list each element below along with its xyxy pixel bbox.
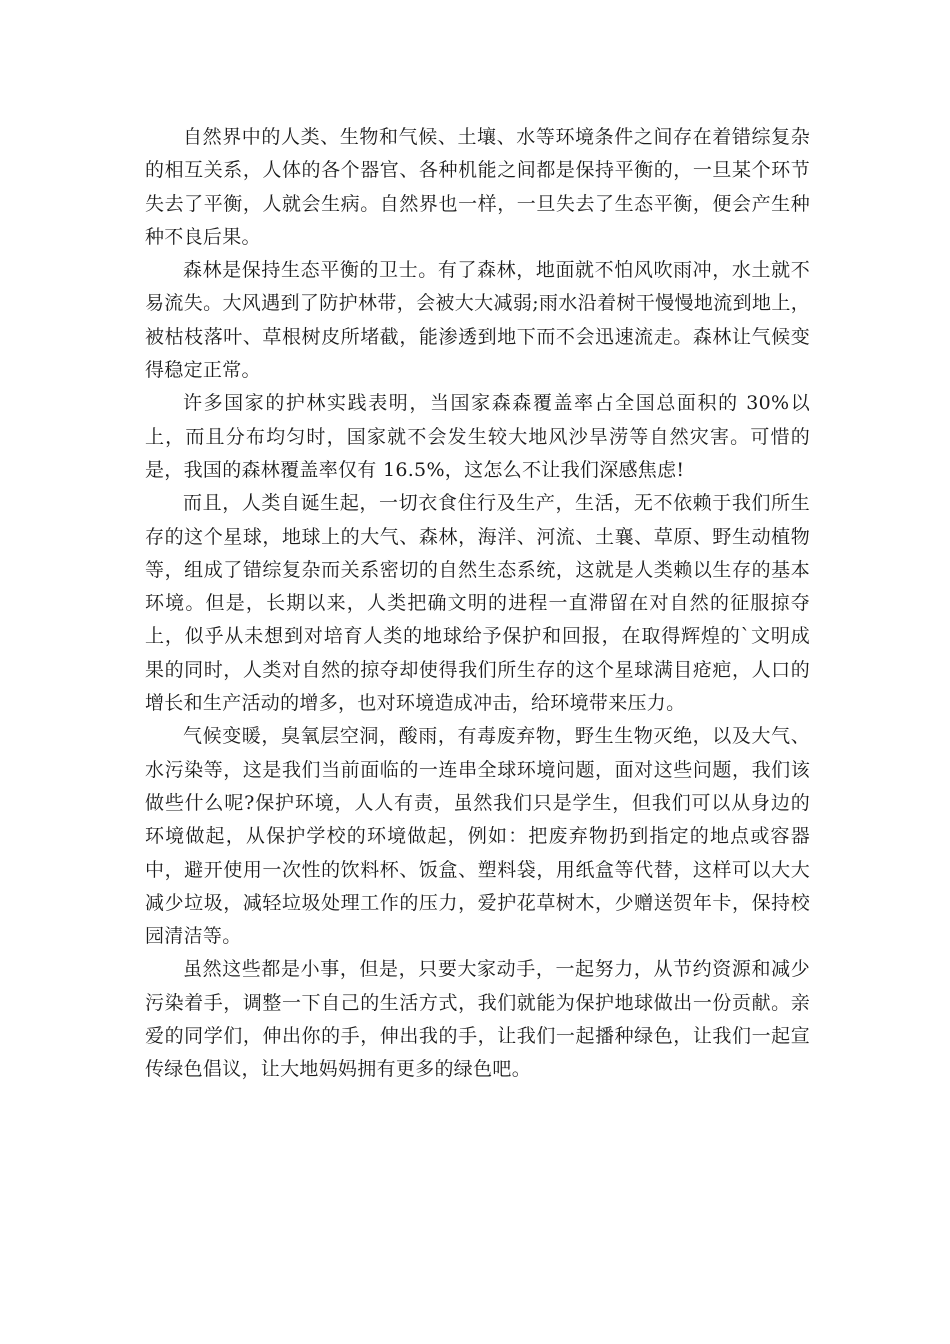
paragraph-human-environment: 而且，人类自诞生起，一切衣食住行及生产，生活，无不依赖于我们所生存的这个星球，地球上的大气、森林，海洋、河流、土襄、草原、野生动植物等，组成了错综复杂而关系密切的自然生态系统，这就是人类赖以生存的基本环境。但是，长期以来，人类把确文明的进程一直滞留在对自然的征服掠夺上，似乎从未想到对培育人类的地球给予保护和回报，在取得辉煌的`文明成果的同时，人类对自然的掠夺却使得我们所生存的这个星球满目疮疤，人口的增长和生产活动的增多，也对环境造成冲击，给环境带来压力。 xyxy=(145,492,810,715)
paragraph-ecology-balance: 自然界中的人类、生物和气候、土壤、水等环境条件之间存在着错综复杂的相互关系，人体的各个器官、各种机能之间都是保持平衡的，一旦某个环节失去了平衡，人就会生病。自然界也一样，一旦失去了生态平衡，便会产生种种不良后果。 xyxy=(145,126,810,248)
document-body xyxy=(145,121,810,1087)
paragraph-global-problems: 气候变暖，臭氧层空洞，酸雨，有毒废弃物，野生生物灭绝，以及大气、水污染等，这是我们当前面临的一连串全球环境问题，面对这些问题，我们该做些什么呢?保护环境，人人有责，虽然我们只是学生，但我们可以从身边的环境做起，从保护学校的环境做起，例如：把废弃物扔到指定的地点或容器中，避开使用一次性的饮料杯、饭盒、塑料袋，用纸盒等代替，这样可以大大减少垃圾，减轻垃圾处理工作的压力，爱护花草树木，少赠送贺年卡，保持校园清洁等。 xyxy=(145,725,810,948)
paragraph-forest-coverage: 许多国家的护林实践表明，当国家森森覆盖率占全国总面积的 30%以上，而且分布均匀时，国家就不会发生较大地风沙旱涝等自然灾害。可惜的是，我国的森林覆盖率仅有 16.5%，这怎么不让我们深感焦虑! xyxy=(145,392,810,481)
paragraph-call-to-action: 虽然这些都是小事，但是，只要大家动手，一起努力，从节约资源和减少污染着手，调整一下自己的生活方式，我们就能为保护地球做出一份贡献。亲爱的同学们，伸出你的手，伸出我的手，让我们一起播种绿色，让我们一起宣传绿色倡议，让大地妈妈拥有更多的绿色吧。 xyxy=(145,958,810,1081)
paragraph-forest-guardian: 森林是保持生态平衡的卫士。有了森林，地面就不怕风吹雨冲，水土就不易流失。大风遇到了防护林带，会被大大减弱;雨水沿着树干慢慢地流到地上，被枯枝落叶、草根树皮所堵截，能渗透到地下而不会迅速流走。森林让气候变得稳定正常。 xyxy=(145,259,810,382)
